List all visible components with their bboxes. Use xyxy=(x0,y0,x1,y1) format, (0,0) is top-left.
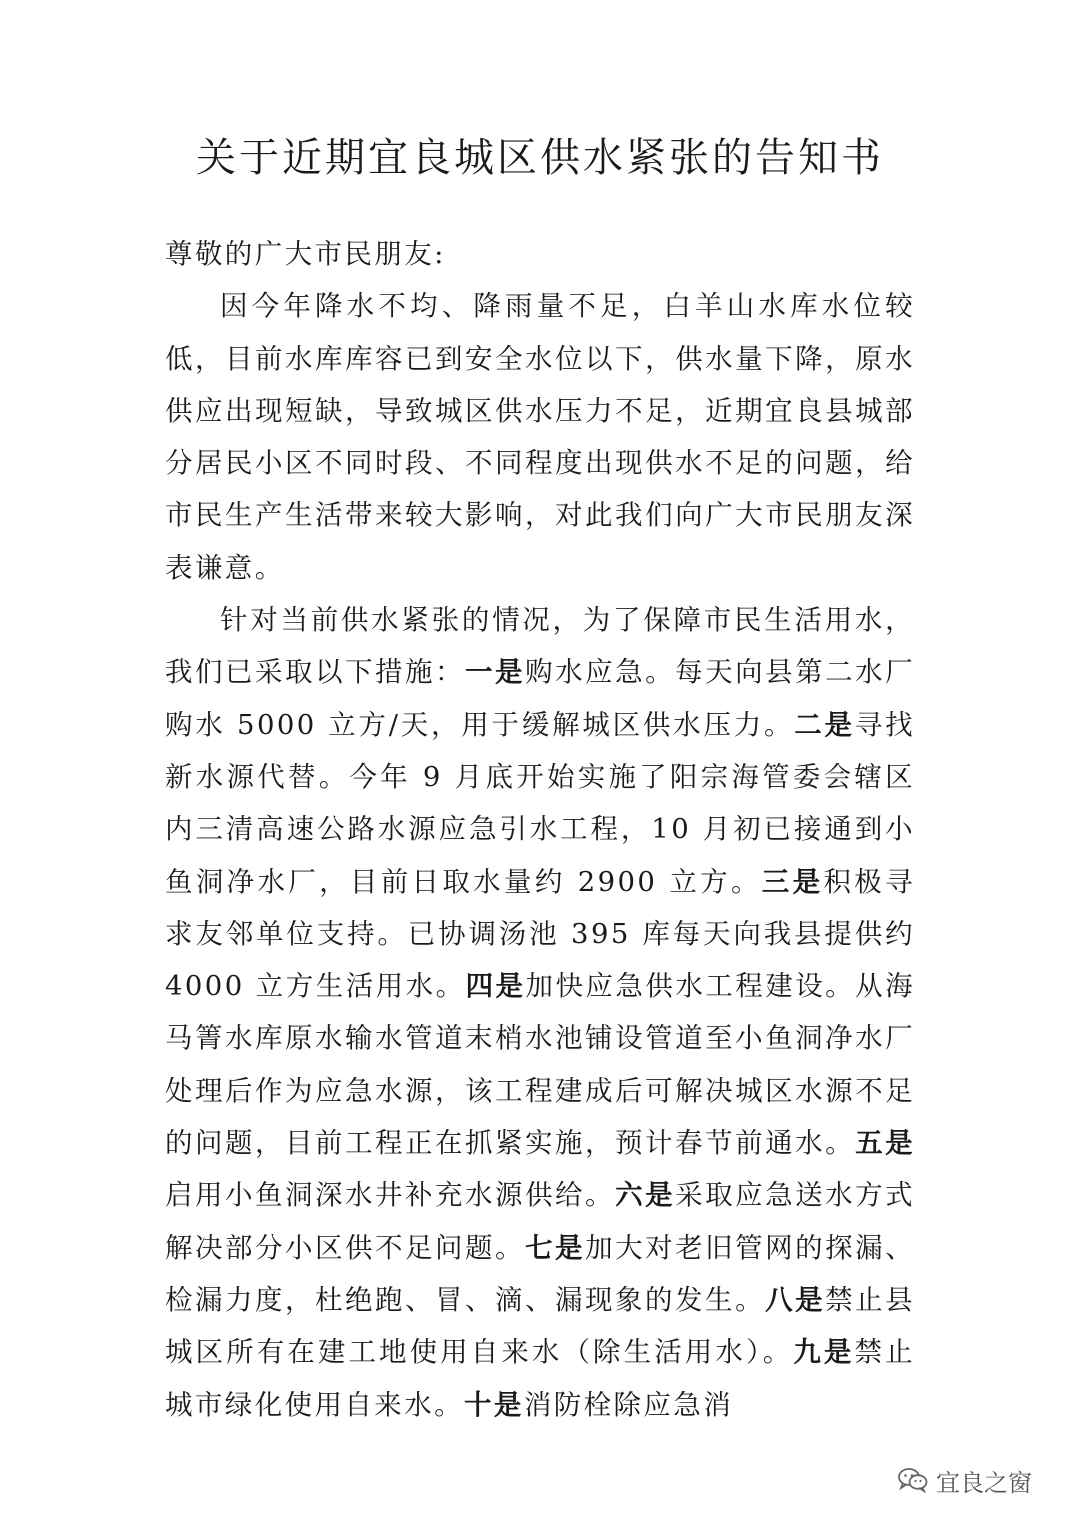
measure-lead: 二是 xyxy=(794,708,855,741)
measure-text: 加快应急供水工程建设。从海马箐水库原水输水管道末梢水池铺设管道至小鱼洞净水厂处理后作为应急水源，该工程建成后可解决城区水源不足的问题，目前工程正在抓紧实施，预计春节前通水。 xyxy=(165,970,915,1160)
measure-text: 消防栓除应急消 xyxy=(523,1388,734,1421)
measures-intro: 针对当前供水紧张的情况，为了保障市民生活用水，我们已采取以下措施： xyxy=(165,604,915,689)
measure-lead: 四是 xyxy=(465,970,526,1003)
document-body xyxy=(165,228,915,1431)
measure-text: 启用小鱼洞深水井补充水源供给。 xyxy=(165,1179,616,1212)
measure-lead: 一是 xyxy=(465,656,526,689)
measure-lead: 五是 xyxy=(855,1127,915,1160)
measure-lead: 六是 xyxy=(615,1179,676,1212)
measure-text: 采取应急送水方式解决部分小区供不足问题。 xyxy=(165,1179,916,1264)
measure-lead: 三是 xyxy=(761,865,824,898)
measure-text: 禁止县城区所有在建工地使用自来水（除生活用水）。 xyxy=(165,1283,916,1369)
measure-text: 寻找新水源代替。今年 9 月底开始实施了阳宗海管委会辖区内三清高速公路水源应急引水工程，10 月初已接通到小鱼洞净水厂，目前日取水量约 2900 立方。 xyxy=(165,708,915,898)
measure-lead: 九是 xyxy=(793,1336,855,1369)
watermark-label: 宜良之窗 xyxy=(936,1468,1032,1497)
measure-text: 购水应急。每天向县第二水厂购水 5000 立方/天，用于缓解城区供水压力。 xyxy=(165,656,916,741)
measure-lead: 八是 xyxy=(765,1283,826,1316)
measure-text: 积极寻求友邻单位支持。已协调汤池 395 库每天向我县提供约 4000 立方生活用水。 xyxy=(165,865,915,1003)
measure-text: 加大对老旧管网的探漏、检漏力度，杜绝跑、冒、滴、漏现象的发生。 xyxy=(165,1231,915,1316)
measure-lead: 十是 xyxy=(464,1388,524,1421)
measure-text: 禁止城市绿化使用自来水。 xyxy=(165,1336,915,1421)
paragraph-measures xyxy=(165,594,915,1431)
measure-lead: 七是 xyxy=(525,1231,586,1264)
source-watermark xyxy=(898,1460,1058,1500)
paragraph-apology: 因今年降水不均、降雨量不足，白羊山水库水位较低，目前水库库容已到安全水位以下，供水量下降，原水供应出现短缺，导致城区供水压力不足，近期宜良县城部分居民小区不同时段、不同程度出现供水不足的问题，给市民生产生活带来较大影响，对此我们向广大市民朋友深表谦意。 xyxy=(165,290,915,584)
document-title: 关于近期宜良城区供水紧张的告知书 xyxy=(196,135,884,181)
wechat-icon xyxy=(898,1467,928,1493)
salutation: 尊敬的广大市民朋友: xyxy=(165,238,446,270)
